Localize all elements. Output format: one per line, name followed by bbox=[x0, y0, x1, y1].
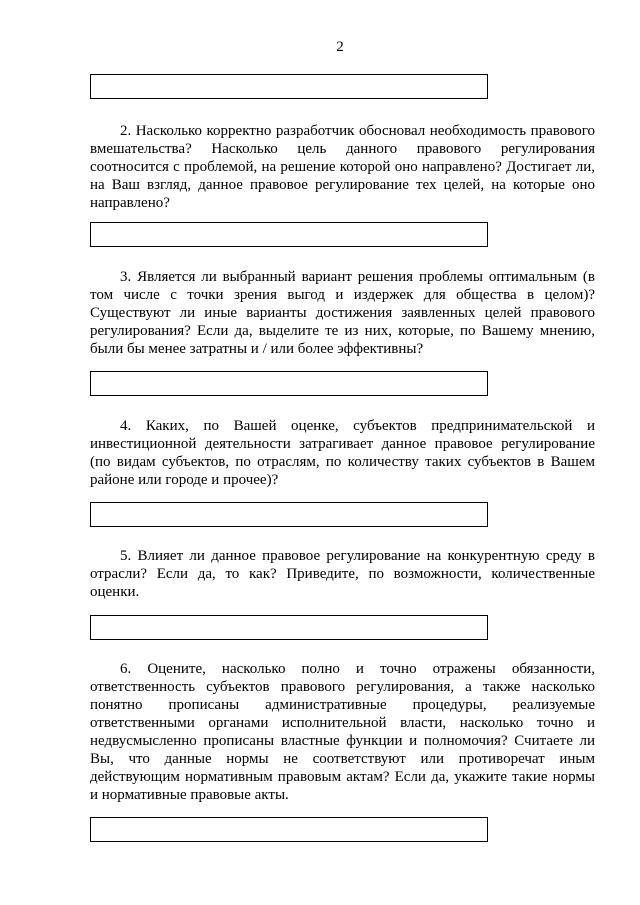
answer-box-3[interactable] bbox=[90, 371, 488, 396]
page-number: 2 bbox=[336, 39, 344, 55]
answer-box-1[interactable] bbox=[90, 74, 488, 99]
question-4-text: 4. Каких, по Вашей оценке, субъектов предпринимательской и инвестиционной деятельности затрагивает данное правовое регулирование (по видам субъектов, по отраслям, по количеству таких субъектов в Вашем районе или городе и прочее)? bbox=[90, 418, 595, 488]
answer-box-5[interactable] bbox=[90, 615, 488, 640]
question-6-text: 6. Оцените, насколько полно и точно отражены обязанности, ответственность субъектов правового регулирования, а также насколько понятно прописаны административные процедуры, реализуемые ответственными органами исполнительной власти, насколько точно и недвусмысленно прописаны властные функции и полномочия? Считаете ли Вы, что данные нормы не соответствуют или противоречат иным действующим нормативным правовым актам? Если да, укажите такие нормы и нормативные правовые акты. bbox=[90, 661, 595, 803]
answer-box-4[interactable] bbox=[90, 502, 488, 527]
answer-box-6[interactable] bbox=[90, 817, 488, 842]
question-3-text: 3. Является ли выбранный вариант решения проблемы оптимальным (в том числе с точки зрения выгод и издержек для общества в целом)? Существуют ли иные варианты достижения заявленных целей правового регулирования? Если да, выделите те из них, которые, по Вашему мнению, были бы менее затратны и / или более эффективны? bbox=[90, 269, 595, 357]
answer-box-2[interactable] bbox=[90, 222, 488, 247]
question-5-text: 5. Влияет ли данное правовое регулирование на конкурентную среду в отрасли? Если да, то как? Приведите, по возможности, количественные оценки. bbox=[90, 548, 595, 600]
question-2-text: 2. Насколько корректно разработчик обосновал необходимость правового вмешательства? Насколько цель данного правового регулирования соотносится с проблемой, на решение которой оно направлено? Достигает ли, на Ваш взгляд, данное правовое регулирование тех целей, на которые оно направлено? bbox=[90, 123, 595, 211]
